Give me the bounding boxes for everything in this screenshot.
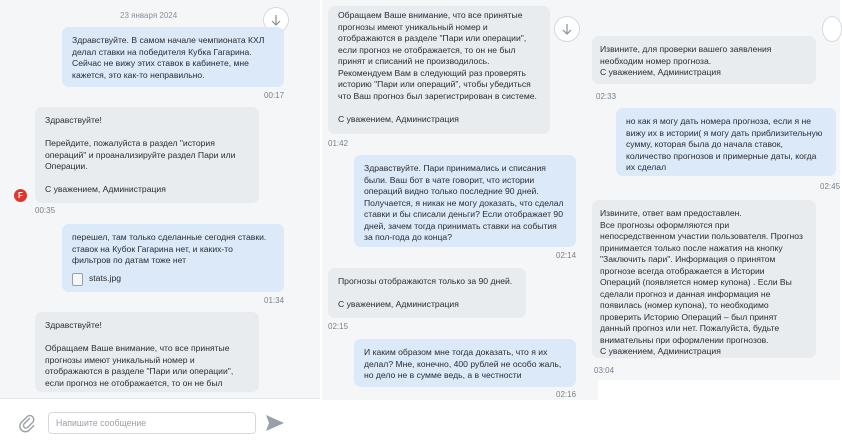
message-incoming: Здравствуйте! Перейдите, пожалуйста в раздел "история операций" и проанализируйте раздел Пари или Операции. С уважением, Администрация	[35, 107, 259, 203]
chat-panel-2[interactable]	[322, 0, 598, 400]
message-time: 01:34	[264, 296, 285, 305]
arrow-down-icon	[271, 14, 281, 26]
message-time: 00:17	[264, 91, 285, 100]
message-input[interactable]: Напишите сообщение	[48, 412, 256, 434]
date-separator: 23 января 2024	[120, 11, 178, 20]
message-time: 00:35	[35, 206, 56, 215]
message-outgoing: но как я могу дать номера прогноза, если я не вижу их в истории( я могу дать приблизительную сумму, которая была до начала ставок, количество прогнозов и примерные даты, когда их сделал	[616, 108, 836, 176]
send-icon[interactable]	[264, 413, 286, 433]
arrow-down-icon	[562, 23, 572, 35]
message-incoming: Извините, для проверки вашего заявления необходим номер прогноза. С уважением, Администрация	[592, 36, 816, 84]
message-time: 02:45	[820, 182, 841, 191]
admin-avatar: F	[14, 189, 27, 202]
message-time: 02:14	[556, 251, 577, 260]
message-incoming: Обращаем Ваше внимание, что все принятые прогнозы имеют уникальный номер и отображаются в разделе "Пари или операции", если прогноз не отображается, то он не был принят и списаний не производилось. Рекомендуем Вам в следующий раз проверять историю "Пари или операций", чтобы убедиться что Ваш прогноз был зарегистрирован в системе. С уважением, Администрация	[328, 6, 550, 134]
message-time: 02:15	[328, 322, 349, 331]
message-time: 02:33	[596, 92, 617, 101]
attachment-name: stats.jpg	[89, 273, 122, 284]
message-outgoing: Здравствуйте. В самом начале чемпионата КХЛ делал ставки на победителя Кубка Гагарина. Сейчас не вижу этих ставок в кабинете, мне кажется, это как-то неправильно.	[62, 27, 284, 87]
message-composer	[0, 398, 320, 443]
message-incoming: Извините, ответ вам предоставлен. Все прогнозы оформляются при непосредственном участии пользователя. Прогноз принимается только после нажатия на кнопку "Заключить пари". Информация о принятом прогнозе всегда отображается в Истории Операций (появляется номер купона) . Если Вы сделали прогноз и данная информация не появилась (номер купона), то необходимо проверить Историю Операций – был принят данный прогноз или нет. Пожалуйста, будьте внимательны при оформлении прогнозов. С уважением, Администрация	[592, 200, 816, 358]
paperclip-icon[interactable]	[18, 413, 36, 433]
message-outgoing-with-file	[62, 224, 284, 292]
message-outgoing: Здравствуйте. Пари принимались и списания были. Ваш бот в чате говорит, что истории операций видно только последние 90 дней. Получается, я никак не могу доказать, что сделал ставки и бы списали деньги? Если отображает 90 дней, зачем тогда принимать ставки на события за пол-года до конца?	[354, 155, 576, 247]
chat-panel-1[interactable]	[0, 0, 320, 443]
attachment[interactable]	[72, 273, 274, 286]
message-incoming: Прогнозы отображаются только за 90 дней. С уважением, Администрация	[328, 268, 526, 318]
message-time: 02:16	[556, 390, 577, 399]
message-time: 01:42	[328, 139, 349, 148]
message-text: перешел, там только сделанные сегодня ставки. ставок на Кубок Гагарина нет, и каких-то фильтров по датам тоже нет	[72, 232, 267, 265]
scroll-down-button[interactable]	[554, 16, 580, 42]
scroll-down-button[interactable]	[822, 16, 842, 42]
file-icon	[72, 273, 83, 286]
message-time: 03:04	[594, 366, 615, 375]
chat-panel-3[interactable]	[594, 0, 841, 380]
message-incoming: Здравствуйте! Обращаем Ваше внимание, что все принятые прогнозы имеют уникальный номер и отображаются в разделе "Пари или операции", если прогноз не отображается, то он не был	[35, 312, 259, 392]
message-outgoing: И каким образом мне тогда доказать, что я их делал? Мне, конечно, 400 рублей не особо жаль, но дело не в сумме ведь, а в честности	[354, 339, 576, 387]
